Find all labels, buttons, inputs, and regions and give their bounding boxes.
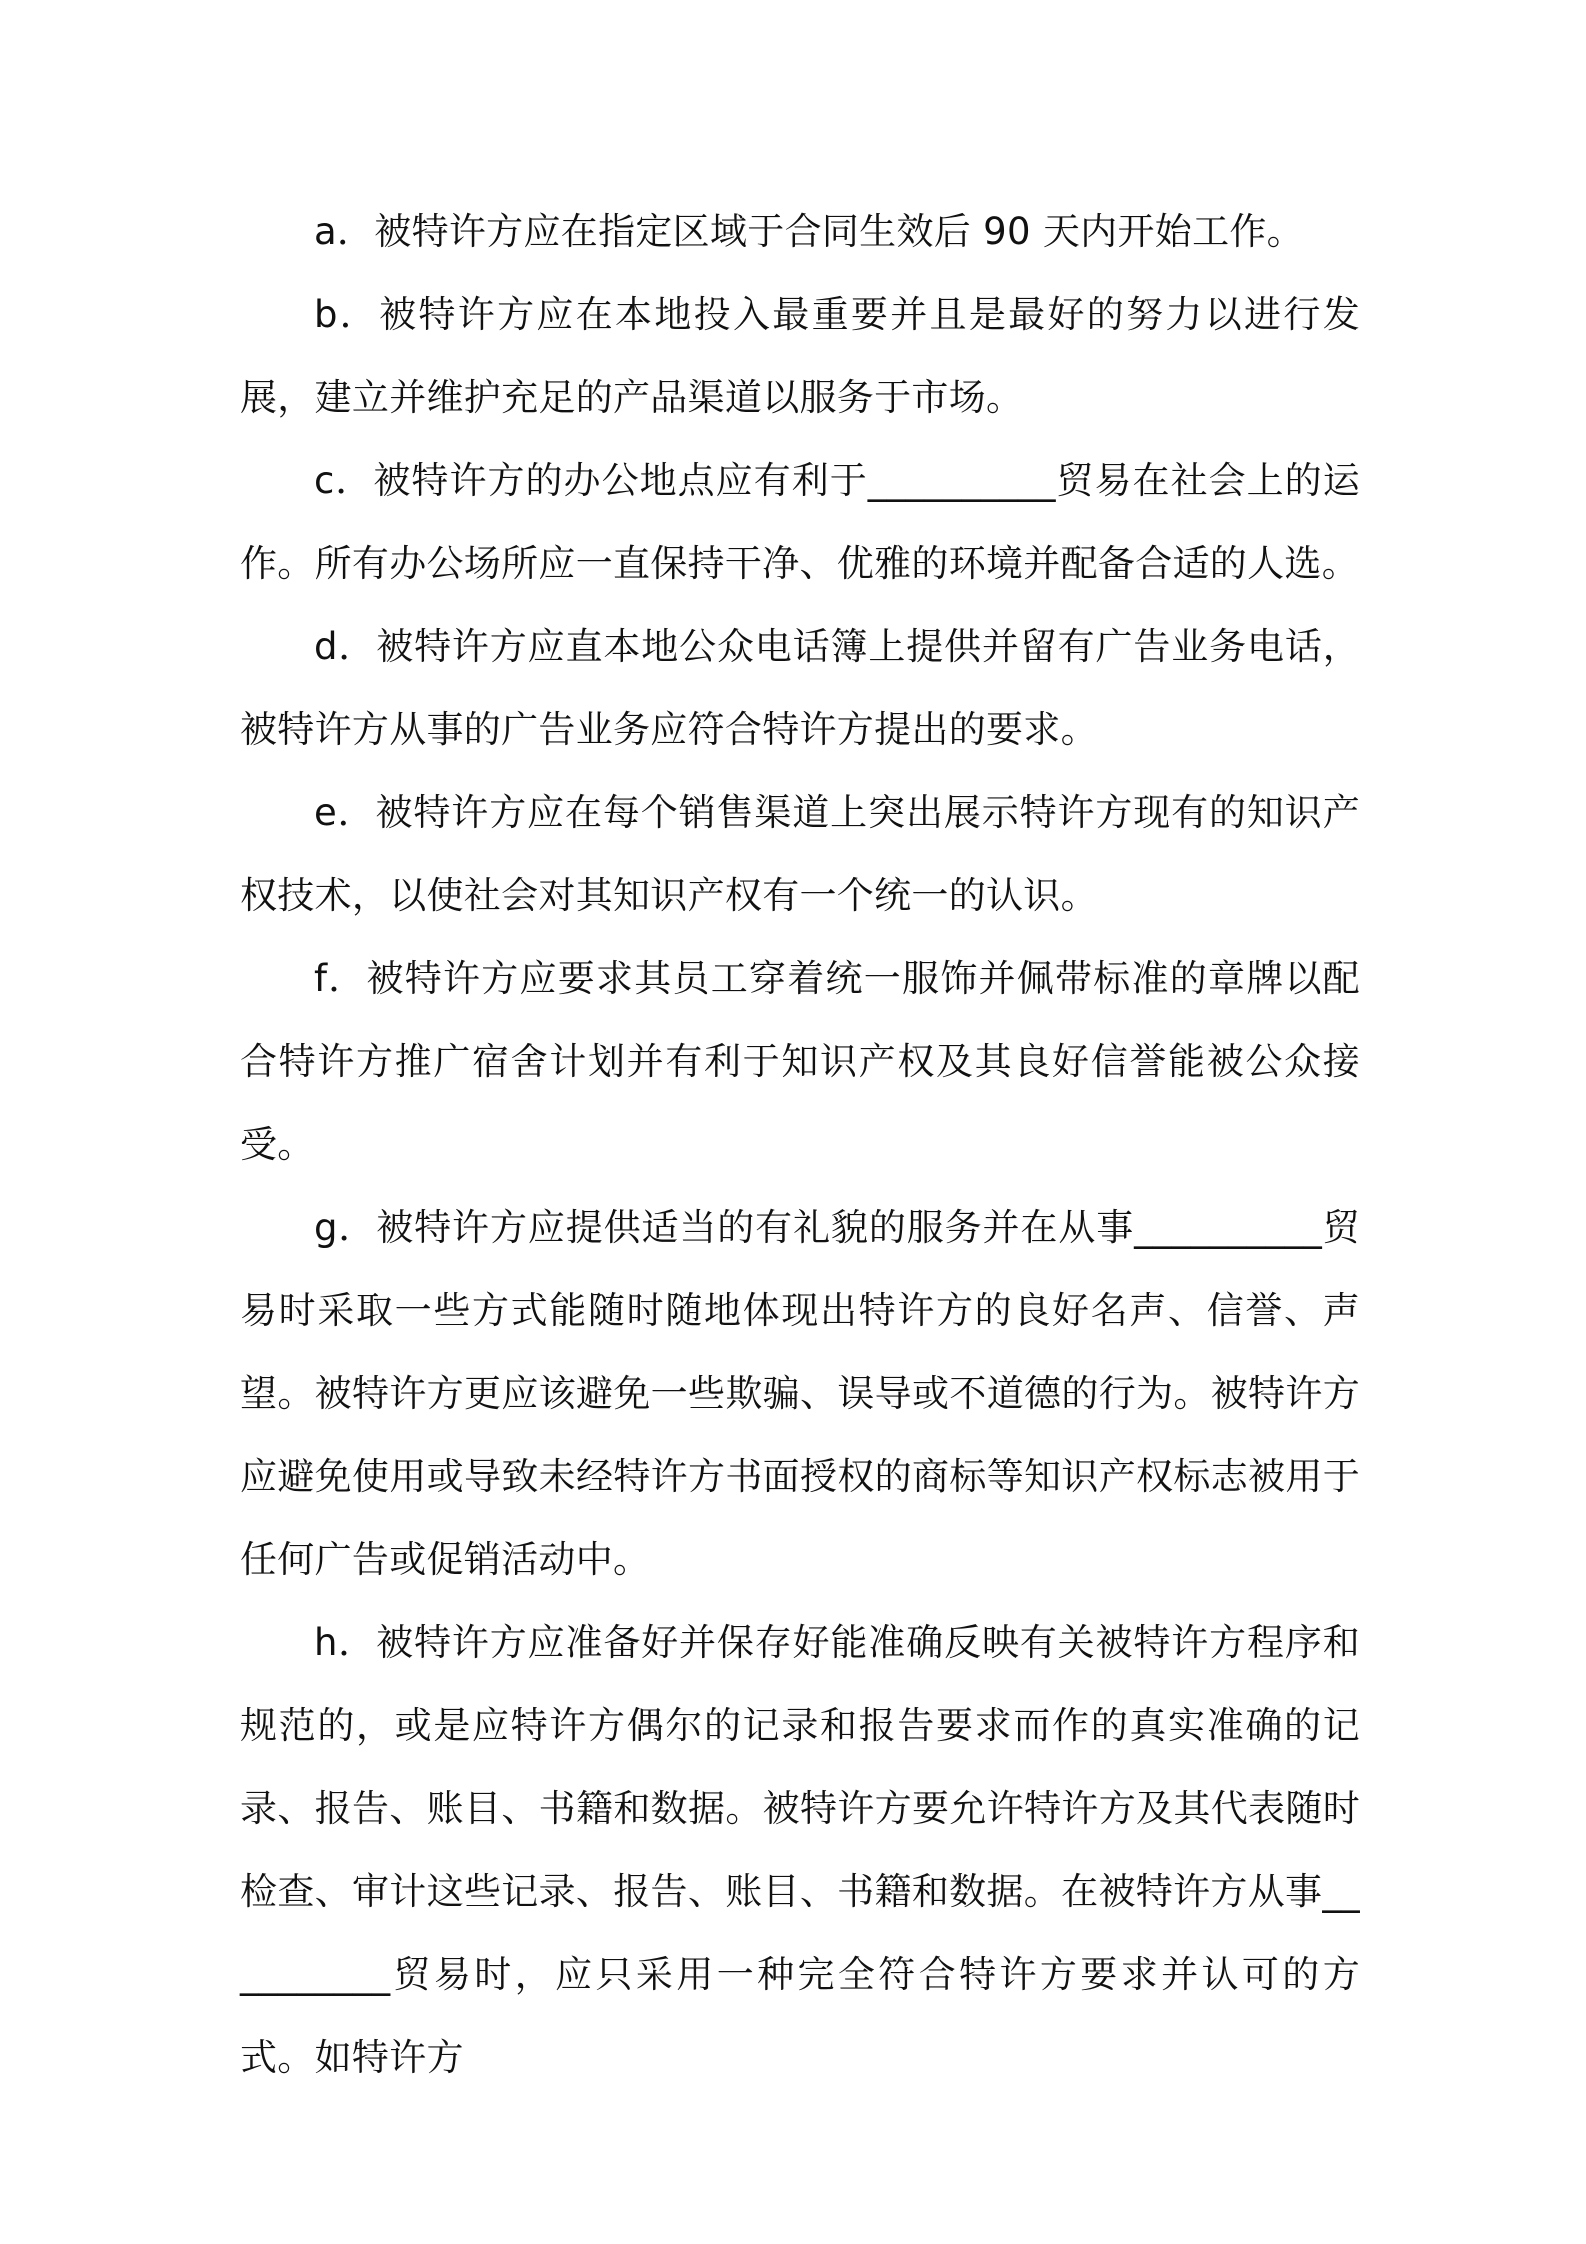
clause-e: e．被特许方应在每个销售渠道上突出展示特许方现有的知识产权技术，以使社会对其知识产权有一个统一的认识。: [240, 791, 1360, 917]
clause-b: b．被特许方应在本地投入最重要并且是最好的努力以进行发展，建立并维护充足的产品渠道以服务于市场。: [240, 293, 1360, 419]
clause-c: c．被特许方的办公地点应有利于__________贸易在社会上的运作。所有办公场所应一直保持干净、优雅的环境并配备合适的人选。: [240, 459, 1360, 585]
clause-f: f．被特许方应要求其员工穿着统一服饰并佩带标准的章牌以配合特许方推广宿舍计划并有利于知识产权及其良好信誉能被公众接受。: [240, 957, 1360, 1166]
clause-h: h．被特许方应准备好并保存好能准确反映有关被特许方程序和规范的，或是应特许方偶尔的记录和报告要求而作的真实准确的记录、报告、账目、书籍和数据。被特许方要允许特许方及其代表随时检查、审计这些记录、报告、账目、书籍和数据。在被特许方从事__________贸易时，应只采用一种完全符合特许方要求并认可的方式。如特许方: [240, 1621, 1360, 2079]
clause-d: d．被特许方应直本地公众电话簿上提供并留有广告业务电话，被特许方从事的广告业务应符合特许方提出的要求。: [240, 625, 1360, 751]
clause-a: a．被特许方应在指定区域于合同生效后 90 天内开始工作。: [314, 210, 1304, 253]
clause-g: g．被特许方应提供适当的有礼貌的服务并在从事__________贸易时采取一些方式能随时随地体现出特许方的良好名声、信誉、声望。被特许方更应该避免一些欺骗、误导或不道德的行为。被特许方应避免使用或导致未经特许方书面授权的商标等知识产权标志被用于任何广告或促销活动中。: [240, 1206, 1360, 1581]
document-page: [240, 190, 1360, 2099]
